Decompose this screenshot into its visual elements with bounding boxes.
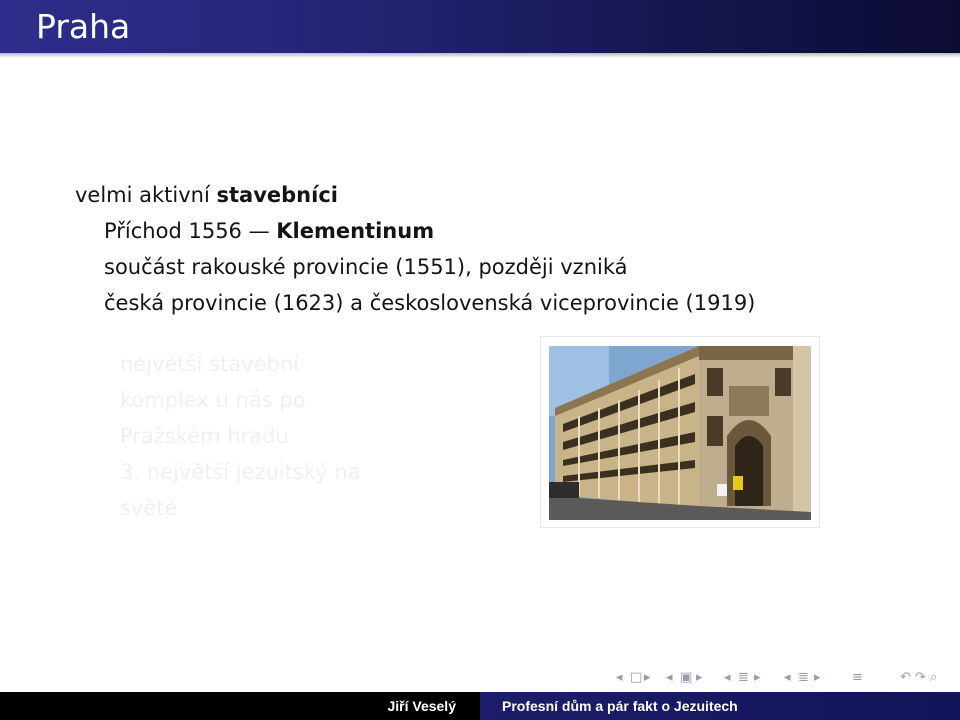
nav-subsection2-prev-icon[interactable]: ◂ bbox=[784, 670, 791, 685]
nav-frame-icon[interactable]: □ bbox=[630, 670, 643, 685]
header-shadow bbox=[0, 53, 960, 58]
footer-title-box bbox=[480, 692, 960, 720]
faded-line: největší stavební bbox=[120, 352, 299, 376]
bullet-line-2 bbox=[104, 217, 434, 245]
bullet-line-1-text: velmi aktivní bbox=[75, 183, 217, 207]
faded-line: 3. největší jezuitský na bbox=[120, 460, 361, 484]
faded-line: Pražském hradu bbox=[120, 424, 289, 448]
nav-subsection-icon[interactable]: ▣ bbox=[680, 670, 693, 685]
nav-subsection-prev-icon[interactable]: ◂ bbox=[666, 670, 673, 685]
bullet-line-2-bold: Klementinum bbox=[276, 219, 435, 243]
bullet-line-3: součást rakouské provincie (1551), později vzniká bbox=[104, 255, 628, 279]
bullet-line-1-bold: stavebníci bbox=[216, 183, 338, 207]
bullet-line-4: česká provincie (1623) a československá viceprovincie (1919) bbox=[104, 291, 756, 315]
nav-section-prev-icon[interactable]: ◂ bbox=[724, 670, 731, 685]
nav-align-icon[interactable]: ≡ bbox=[852, 670, 863, 685]
nav-section-icon[interactable]: ≣ bbox=[738, 670, 749, 685]
faded-line: světě bbox=[120, 496, 178, 520]
faded-text-block bbox=[120, 346, 420, 526]
nav-subsection-next-icon[interactable]: ▸ bbox=[696, 670, 703, 685]
bullet-line-2-text: Příchod 1556 — bbox=[104, 219, 277, 243]
footer-author-box bbox=[0, 692, 480, 720]
faded-line: komplex u nás po bbox=[120, 388, 306, 412]
slide-footer bbox=[0, 692, 960, 720]
nav-search-icon[interactable]: ↶ ↷ ⌕ bbox=[900, 670, 938, 685]
bullet-line-1 bbox=[75, 181, 338, 209]
nav-frame-prev-icon[interactable]: ◂ bbox=[616, 670, 623, 685]
nav-frame-next-icon[interactable]: ▸ bbox=[644, 670, 651, 685]
slide-title: Praha bbox=[36, 7, 131, 46]
nav-section-next-icon[interactable]: ▸ bbox=[754, 670, 761, 685]
footer-talk-title: Profesní dům a pár fakt o Jezuitech bbox=[502, 698, 738, 714]
footer-author: Jiří Veselý bbox=[387, 698, 456, 714]
klementinum-photo bbox=[549, 346, 811, 520]
nav-subsection2-next-icon[interactable]: ▸ bbox=[814, 670, 821, 685]
slide-header bbox=[0, 0, 960, 53]
nav-subsection2-icon[interactable]: ≣ bbox=[798, 670, 809, 685]
beamer-navigation bbox=[616, 670, 956, 690]
klementinum-photo-frame bbox=[540, 336, 820, 528]
